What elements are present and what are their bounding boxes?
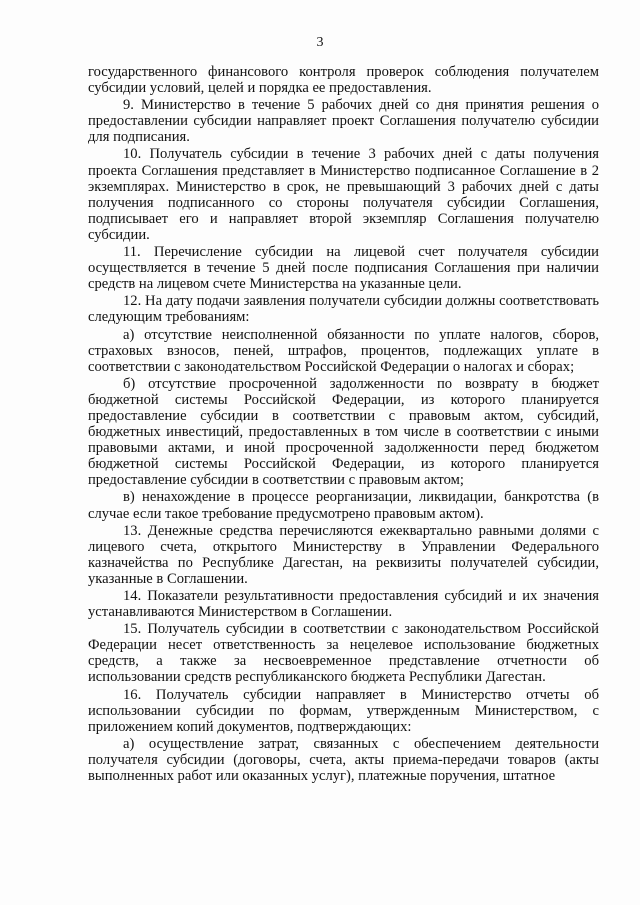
page-number: 3 [316, 35, 324, 50]
paragraph-continuation: государственного финансового контроля проверок соблюдения получателем субсидии условий, целей и порядка ее предоставления. [88, 64, 599, 97]
paragraph-item-11: 11. Перечисление субсидии на лицевой счет получателя субсидии осуществляется в течение 5 дней после подписания Соглашения при наличии средств на лицевом счете Министерства на указанные цели. [88, 244, 599, 293]
paragraph-item-14: 14. Показатели результативности предоставления субсидий и их значения устанавливаются Министерством в Соглашении. [88, 588, 599, 621]
paragraph-item-10: 10. Получатель субсидии в течение 3 рабочих дней с даты получения проекта Соглашения представляет в Министерство подписанное Соглашение в 2 экземплярах. Министерство в срок, не превышающий 3 рабочих дней с даты получения подписанного со стороны получателя субсидии Соглашения, подписывает его и направляет второй экземпляр Соглашения получателю субсидии. [88, 146, 599, 243]
subparagraph-16-a: а) осуществление затрат, связанных с обеспечением деятельности получателя субсидии (договоры, счета, акты приема-передачи товаров (акты выполненных работ или оказанных услуг), платежные поручения, штатное [88, 735, 599, 785]
paragraph-item-15: 15. Получатель субсидии в соответствии с законодательством Российской Федерации несет ответственность за нецелевое использование бюджетных средств, а также за несвоевременное представление отчетности об использовании средств республиканского бюджета Республики Дагестан. [88, 621, 599, 686]
subparagraph-a: а) отсутствие неисполненной обязанности по уплате налогов, сборов, страховых взносов, пеней, штрафов, процентов, подлежащих уплате в соответствии с законодательством Российской Федерации о налогах и сборах; [88, 326, 599, 375]
subparagraph-v: в) ненахождение в процессе реорганизации, ликвидации, банкротства (в случае если такое требование предусмотрено правовым актом). [88, 489, 599, 522]
document-body [88, 64, 599, 784]
paragraph-item-13: 13. Денежные средства перечисляются ежеквартально равными долями с лицевого счета, открытого Министерству в Управлении Федерального казначейства по Республике Дагестан, на реквизиты получателей субсидии, указанные в Соглашении. [88, 522, 599, 587]
subparagraph-b: б) отсутствие просроченной задолженности по возврату в бюджет бюджетной системы Российской Федерации, из которого планируется предоставление субсидии в соответствии с правовым актом, субсидий, бюджетных инвестиций, предоставленных в том числе в соответствии с иными правовыми актами, и иной просроченной задолженности перед бюджетом бюджетной системы Российской Федерации, из которого планируется предоставление субсидии в соответствии с правовым актом; [88, 375, 599, 489]
paragraph-item-12: 12. На дату подачи заявления получатели субсидии должны соответствовать следующим требованиям: [88, 293, 599, 326]
paragraph-item-16: 16. Получатель субсидии направляет в Министерство отчеты об использовании субсидии по формам, утвержденным Министерством, с приложением копий документов, подтверждающих: [88, 686, 599, 735]
paragraph-item-9: 9. Министерство в течение 5 рабочих дней со дня принятия решения о предоставлении субсидии направляет проект Соглашения получателю субсидии для подписания. [88, 97, 599, 146]
